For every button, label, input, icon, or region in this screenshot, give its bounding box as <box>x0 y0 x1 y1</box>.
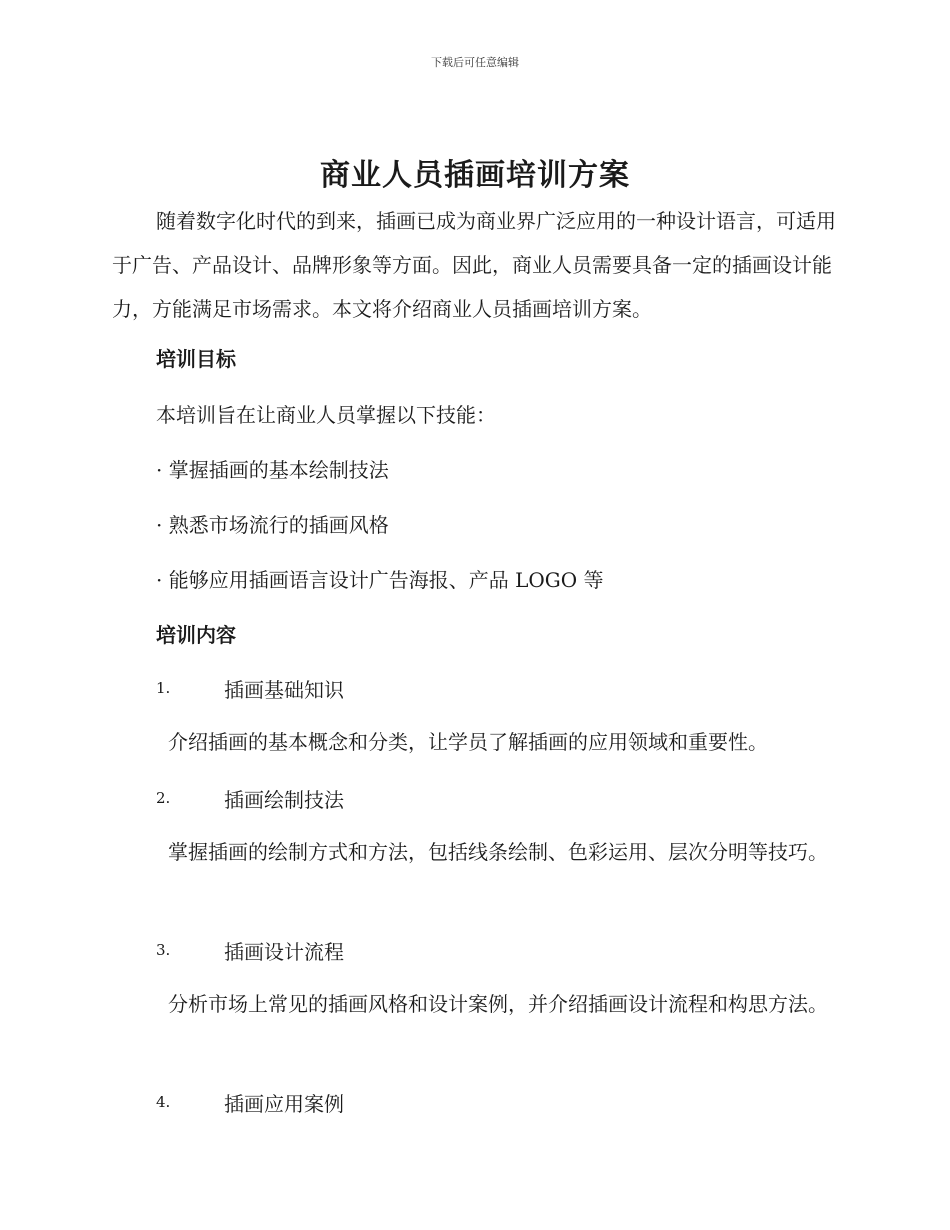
goal-bullet: · 能够应用插画语言设计广告海报、产品 LOGO 等 <box>156 568 604 592</box>
content-item-number: 4. <box>156 1093 171 1111</box>
content-item-number: 3. <box>156 941 171 959</box>
content-item-title: 插画基础知识 <box>224 678 344 702</box>
intro-paragraph: 随着数字化时代的到来，插画已成为商业界广泛应用的一种设计语言，可适用于广告、产品设计、品牌形象等方面。因此，商业人员需要具备一定的插画设计能力，方能满足市场需求。本文将介绍商业人员插画培训方案。 <box>112 209 836 321</box>
page-header-note: 下载后可任意编辑 <box>431 56 519 69</box>
content-item-title: 插画设计流程 <box>224 940 344 964</box>
content-item-description: 介绍插画的基本概念和分类，让学员了解插画的应用领域和重要性。 <box>168 730 768 754</box>
goal-bullet: · 熟悉市场流行的插画风格 <box>156 513 389 537</box>
goal-bullet: · 掌握插画的基本绘制技法 <box>156 458 389 482</box>
goals-lead-text: 本培训旨在让商业人员掌握以下技能： <box>156 403 496 427</box>
content-item-number: 2. <box>156 789 171 807</box>
content-item-description: 掌握插画的绘制方式和方法，包括线条绘制、色彩运用、层次分明等技巧。 <box>168 840 828 864</box>
content-item-description: 分析市场上常见的插画风格和设计案例，并介绍插画设计流程和构思方法。 <box>168 992 828 1016</box>
document-title: 商业人员插画培训方案 <box>320 158 630 193</box>
section-heading-goals: 培训目标 <box>156 347 236 371</box>
section-heading-content: 培训内容 <box>156 623 236 647</box>
content-item-number: 1. <box>156 679 171 697</box>
content-item-title: 插画应用案例 <box>224 1092 344 1116</box>
content-item-title: 插画绘制技法 <box>224 788 344 812</box>
